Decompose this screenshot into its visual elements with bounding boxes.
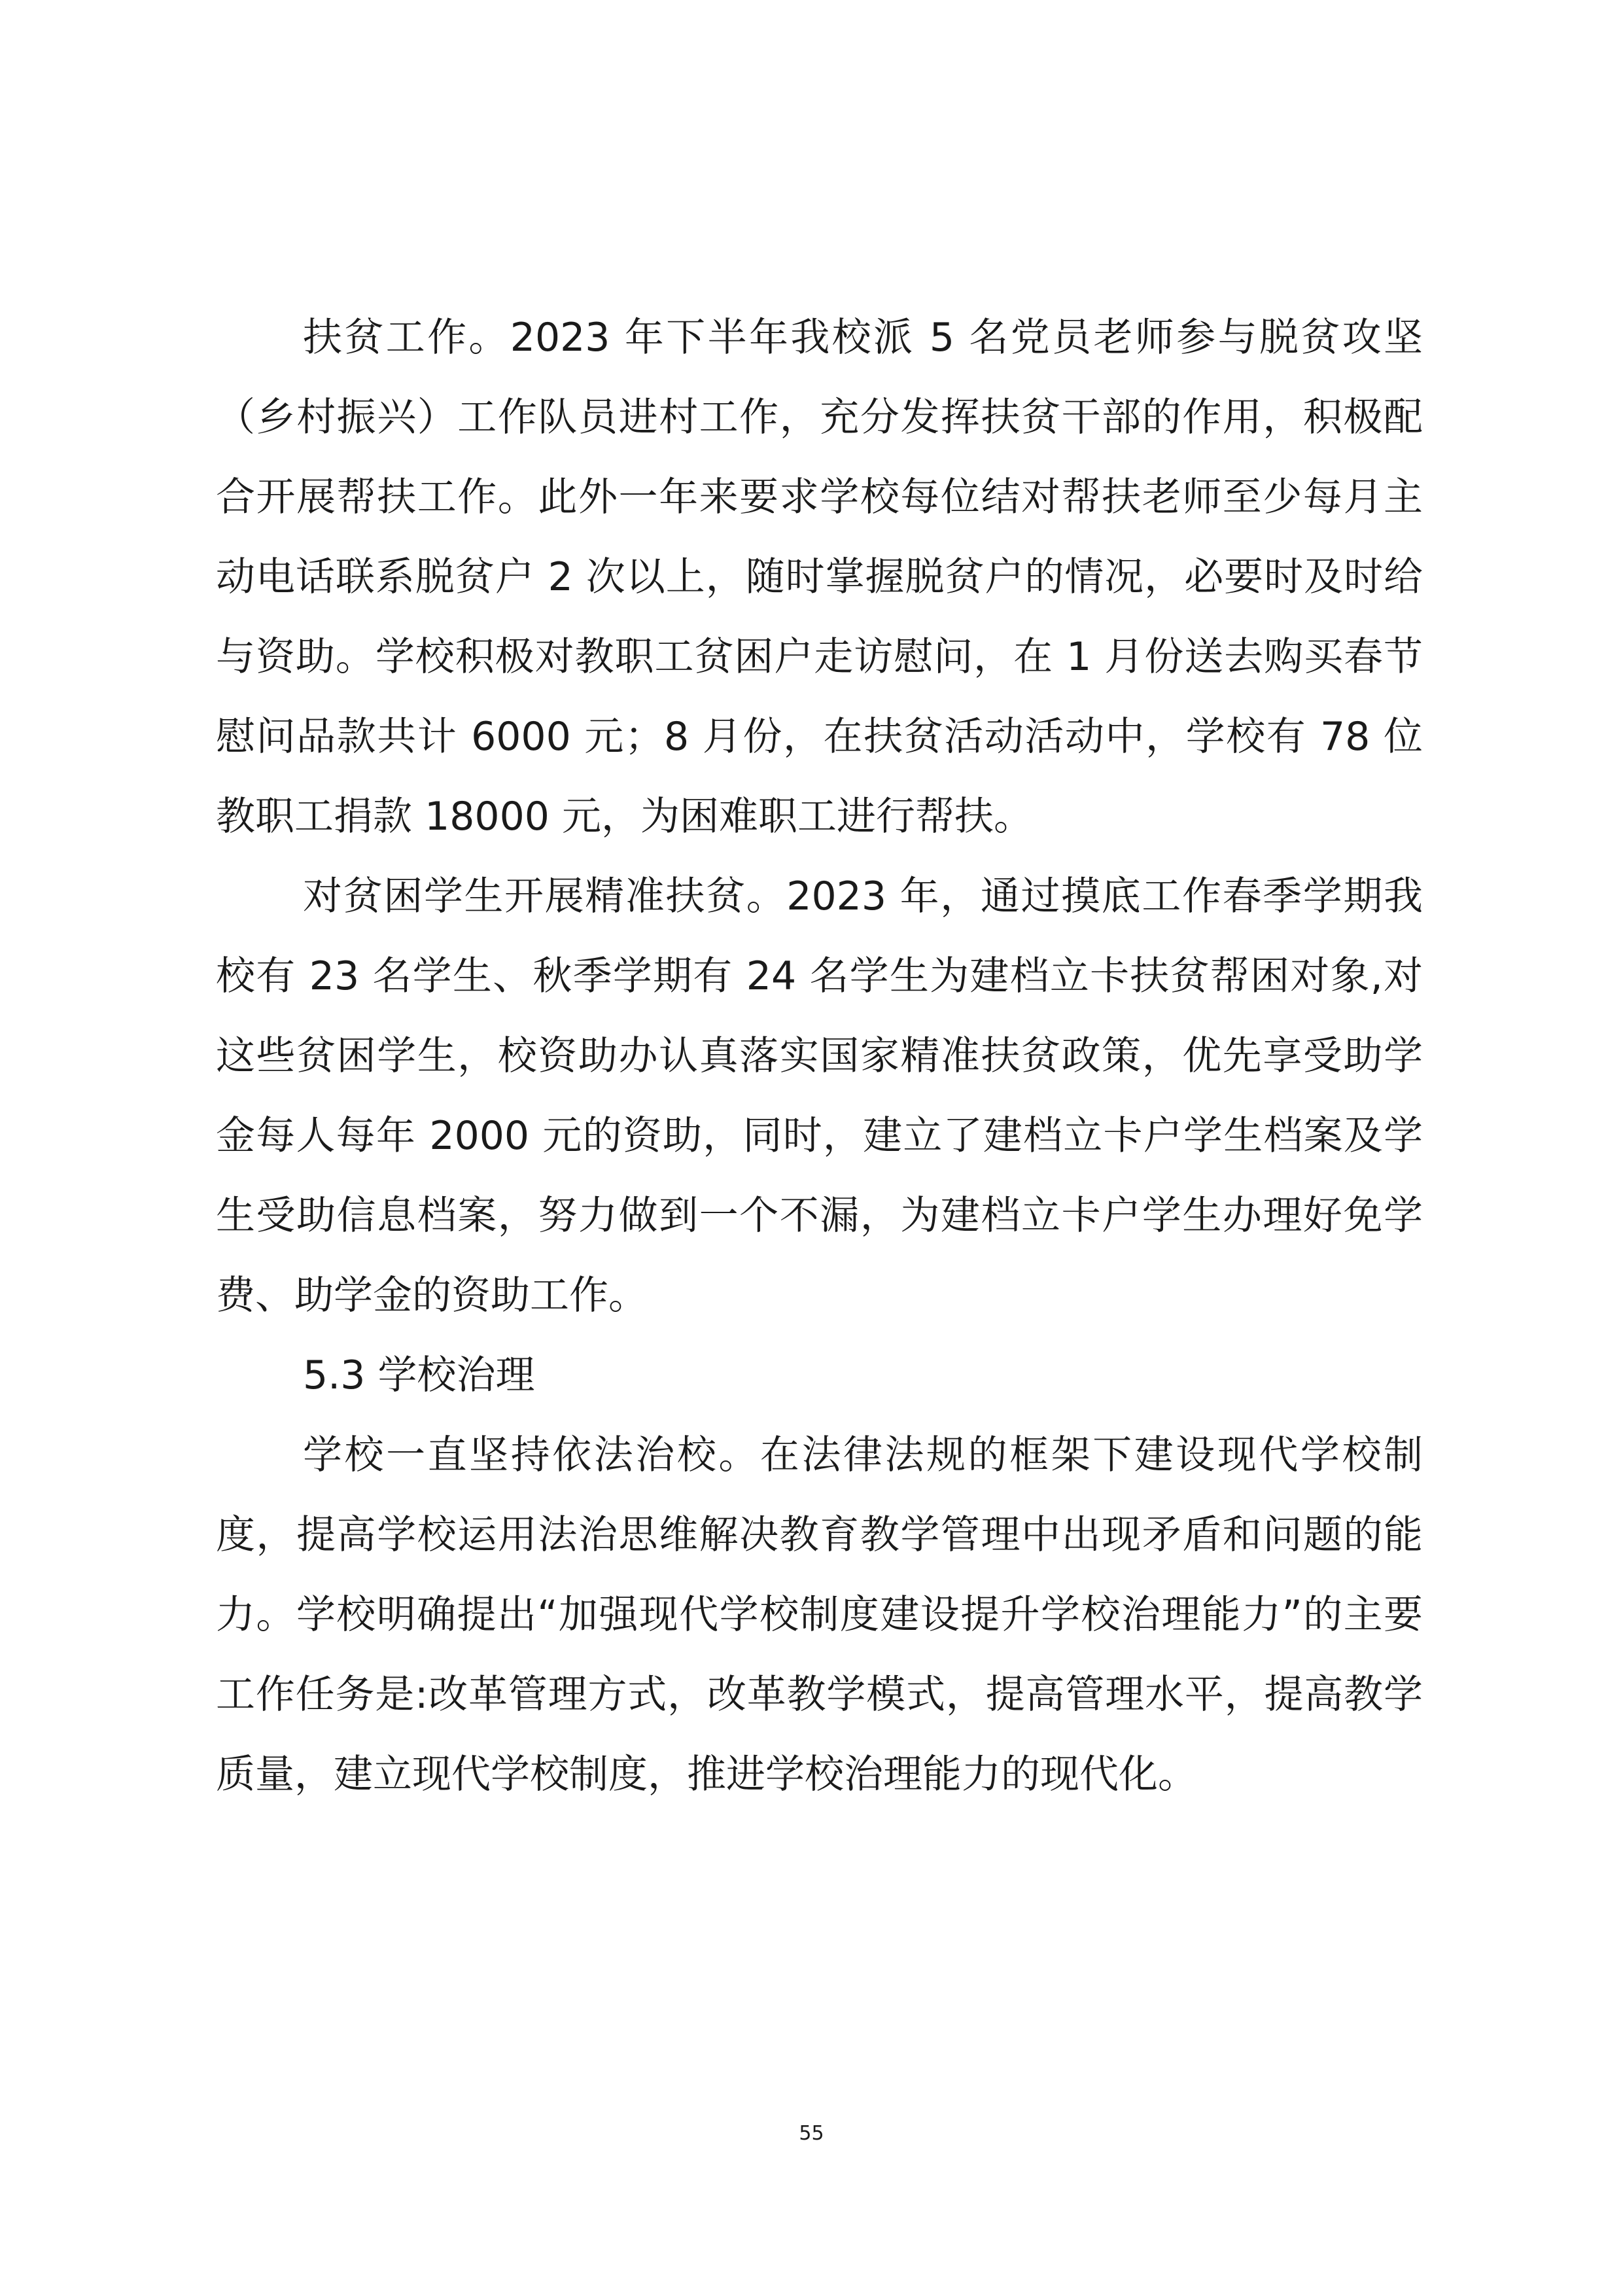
paragraph-poverty-alleviation-work: 扶贫工作。2023 年下半年我校派 5 名党员老师参与脱贫攻坚（乡村振兴）工作队员进村工作，充分发挥扶贫干部的作用，积极配合开展帮扶工作。此外一年来要求学校每位结对帮扶老师至少每月主动电话联系脱贫户 2 次以上，随时掌握脱贫户的情况，必要时及时给与资助。学校积极对教职工贫困户走访慰问，在 1 月份送去购买春节慰问品款共计 6000 元；8 月份，在扶贫活动活动中，学校有 78 位教职工捐款 18000 元，为困难职工进行帮扶。: [216, 315, 1423, 839]
page-number: 55: [799, 2122, 824, 2145]
paragraph-rule-of-law: 学校一直坚持依法治校。在法律法规的框架下建设现代学校制度，提高学校运用法治思维解决教育教学管理中出现矛盾和问题的能力。学校明确提出“加强现代学校制度建设提升学校治理能力”的主要工作任务是:改革管理方式，改革教学模式，提高管理水平，提高教学质量，建立现代学校制度，推进学校治理能力的现代化。: [216, 1432, 1423, 1797]
page-body: [216, 298, 1423, 1814]
paragraph-student-targeted-aid: 对贫困学生开展精准扶贫。2023 年，通过摸底工作春季学期我校有 23 名学生、秋季学期有 24 名学生为建档立卡扶贫帮困对象,对这些贫困学生，校资助办认真落实国家精准扶贫政策，优先享受助学金每人每年 2000 元的资助，同时，建立了建档立卡户学生档案及学生受助信息档案，努力做到一个不漏，为建档立卡户学生办理好免学费、助学金的资助工作。: [216, 874, 1423, 1318]
section-heading-school-governance: 5.3 学校治理: [303, 1352, 535, 1398]
